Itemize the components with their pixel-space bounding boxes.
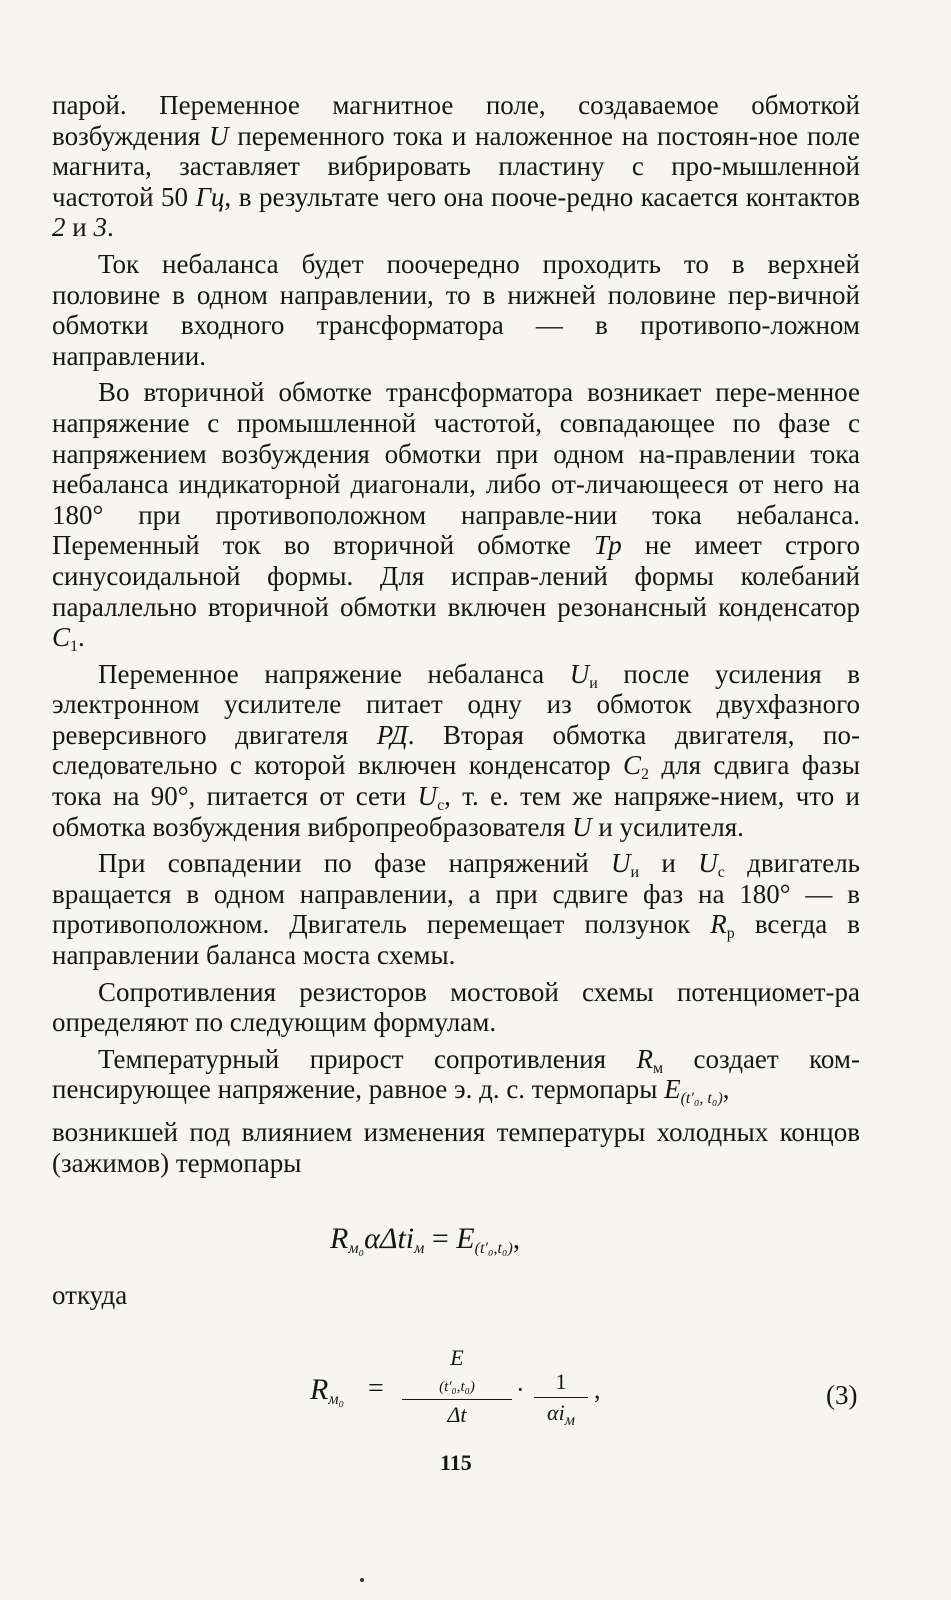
page-number: 115 [440,1450,472,1475]
formula-3-eq: = [368,1373,384,1404]
otkuda-label: откуда [52,1280,128,1310]
equation-number: (3) [826,1380,858,1410]
paragraph-4: Переменное напряжение небаланса $U_и$ после усиления в электронном усилителе питает одну из обмоток двухфазного реверсивного двигателя РД. Вторая обмотка двигателя, по-следовательно с которой включен конденсатор $C_2$ для сдвига фазы тока на 90°, питается от сети $U_с$, т. е. тем же напряже-нием, что и обмотка возбуждения вибропреобразователя U и усилителя. [52,658,860,842]
formula-3-lhs: $R_{м_0}$ [310,1373,345,1408]
paragraph-2: Ток небаланса будет поочередно проходить то в верхней половине в одном направлении, то в нижней половине пер-вичной обмотки входного трансформатора — в противопо-ложном направлении. [52,248,860,371]
print-speck [360,1578,364,1582]
formula-1: $R_{м_0}\alpha\Delta ti_м = E_{(t'_0,t_0)}$, [330,1222,521,1257]
fraction-one-over-ai: 1 $\alpha i_м$ [534,1369,588,1426]
paragraph-7: Температурный прирост сопротивления $R_м$ создает ком-пенсирующее напряжение, равное э. д. с. термопары $E_{(t'_0, t_0)}$, [52,1043,860,1108]
body-text [52,90,860,1178]
paragraph-5: При совпадении по фазе напряжений $U_и$ и $U_с$ двигатель вращается в одном направлении, а при сдвиге фаз на 180° — в противоположном. Двигатель перемещает ползунок $R_р$ всегда в направлении баланса моста схемы. [52,848,860,971]
formula-3 [310,1345,610,1445]
paragraph-8: возникшей под влиянием изменения температуры холодных концов (зажимов) термопары [52,1117,860,1178]
formula-3-comma: , [594,1375,601,1404]
fraction-e-over-dt: E (t′₀,t₀) Δt [402,1345,512,1428]
formula-3-dot: · [516,1375,525,1404]
paragraph-3: Во вторичной обмотке трансформатора возникает пере-менное напряжение с промышленной частотой, совпадающее по фазе с напряжением возбуждения обмотки при одном на-правлении тока небаланса индикаторной диагонали, либо от-личающееся от него на 180° при противоположном направле-нии тока небаланса. Переменный ток во вторичной обмотке Тр не имеет строго синусоидальной формы. Для исправ-лений формы колебаний параллельно вторичной обмотки включен резонансный конденсатор $C_1$. [52,377,860,656]
paragraph-6: Сопротивления резисторов мостовой схемы потенциомет-ра определяют по следующим формулам. [52,976,860,1038]
paragraph-1: парой. Переменное магнитное поле, создаваемое обмоткой возбуждения U переменного тока и наложенное на постоян-ное поле магнита, заставляет вибрировать пластину с про-мышленной частотой 50 Гц, в результате чего она пооче-редно касается контактов 2 и 3. [52,90,860,243]
